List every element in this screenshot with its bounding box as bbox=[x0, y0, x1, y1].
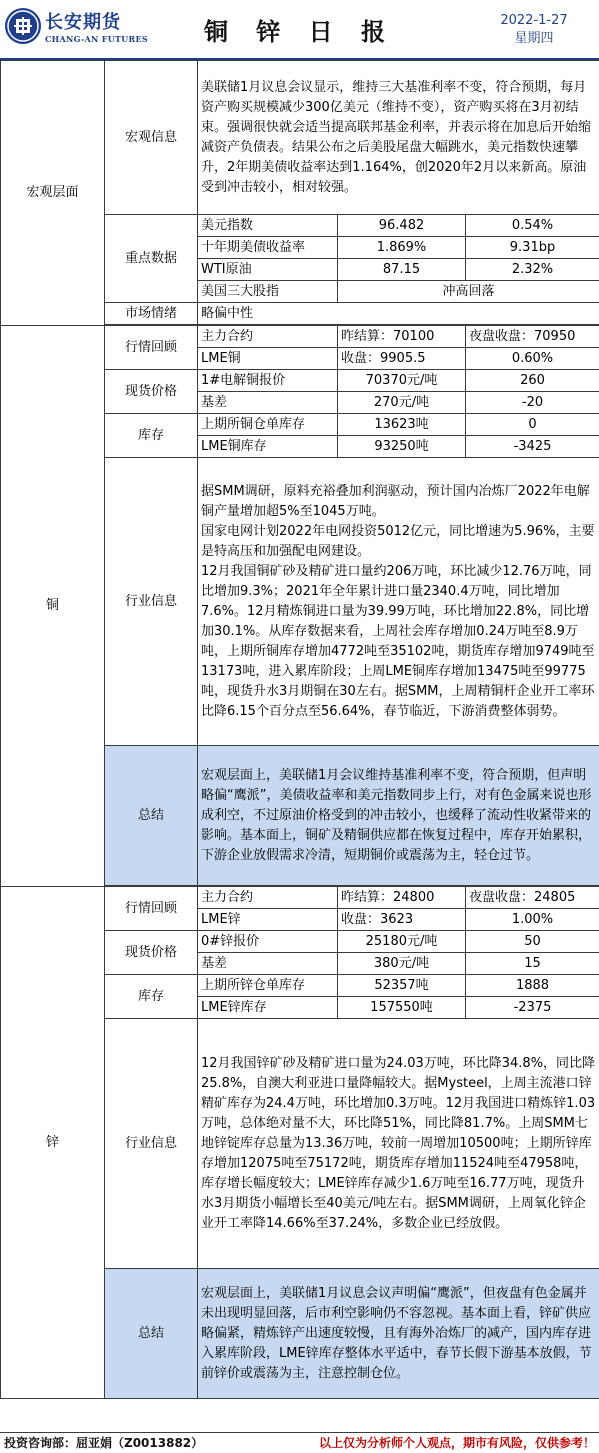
zinc-spot-change: 15 bbox=[466, 953, 599, 975]
company-name-en: CHANG-AN FUTURES bbox=[45, 34, 148, 44]
zinc-industry-text: 12月我国锌矿砂及精矿进口量为24.03万吨，环比降34.8%，同比降25.8%，自澳大利亚进口量降幅较大。据Mysteel，上周主流港口锌精矿库存为24.4万吨，环比增加0.3万吨。12月我国进口精炼锌1.03万吨，总体绝对量不大，环比降51%，同比降81.7%。上周SMM七地锌锭库存总量为13.36万吨，较前一周增加10500吨；上期所锌库存增加12075吨至75172吨，期货库存增加11524吨至47958吨，库存增长幅度较大；LME锌库存减少1.6万吨至16.77万吨，现货升水3月期货小幅增长至40美元/吨左右。据SMM调研，上周氧化锌企业开工率降14.66%至37.24%，多数企业已经放假。 bbox=[198, 1019, 599, 1269]
copper-review-label: 行情回顾 bbox=[105, 326, 198, 370]
us-stocks-value: 冲高回落 bbox=[338, 281, 599, 303]
copper-review-name: LME铜 bbox=[198, 348, 338, 370]
copper-spot-change: -20 bbox=[466, 392, 599, 414]
zinc-review-value: 收盘：3623 bbox=[338, 909, 466, 931]
consultant-info: 投资咨询部：屈亚娟（Z0013882） bbox=[4, 1436, 204, 1450]
copper-industry-text: 据SMM调研，原料充裕叠加利润驱动，预计国内冶炼厂2022年电解铜产量增加超5%至1045万吨。 国家电网计划2022年电网投资5012亿元，同比增速为5.96%，主要是特高压和加强配电网建设。 12月我国铜矿砂及精矿进口量约206万吨，环比减少12.76万吨，同比增加9.3%；2021年全年累计进口量2340.4万吨，同比增加7.6%。12月精炼铜进口量为39.99万吨，环比增加22.8%，同比增加30.1%。从库存数据来看，上周社会库存增加0.24万吨至8.9万吨，上期所铜库存增加4772吨至35102吨，期货库存增加9749吨至13173吨，进入累库阶段；上周LME铜库存增加13475吨至99775吨，现货升水3月期铜在30左右。据SMM，上周精铜杆企业开工率环比降6.15个百分点至56.64%，春节临近，下游消费整体弱势。 bbox=[198, 458, 599, 746]
sentiment-label: 市场情绪 bbox=[105, 303, 198, 325]
copper-stock-change: 0 bbox=[466, 414, 599, 436]
key-data-change: 9.31bp bbox=[466, 237, 599, 259]
zinc-spot-name: 基差 bbox=[198, 953, 338, 975]
zinc-summary-text: 宏观层面上，美联储1月议息会议声明偏“鹰派”，但夜盘有色金属并未出现明显回落，后市利空影响仍不容忽视。基本面上看，锌矿供应略偏紧，精炼锌产出速度较慢，且有海外冶炼厂的减产，国内库存进入累库阶段，LME锌库存整体水平适中，春节长假下游基本放假，节前锌价或震荡为主，注意控制仓位。 bbox=[198, 1269, 599, 1399]
copper-review-change: 夜盘收盘：70950 bbox=[466, 326, 599, 348]
copper-stock-name: 上期所铜仓单库存 bbox=[198, 414, 338, 436]
zinc-stock-label: 库存 bbox=[105, 975, 198, 1019]
report-title: 铜 锌 日 报 bbox=[203, 18, 396, 46]
key-data-value: 87.15 bbox=[338, 259, 466, 281]
zinc-review-name: 主力合约 bbox=[198, 887, 338, 909]
zinc-review-label: 行情回顾 bbox=[105, 887, 198, 931]
copper-spot-value: 270元/吨 bbox=[338, 392, 466, 414]
copper-review-value: 收盘：9905.5 bbox=[338, 348, 466, 370]
macro-info-text: 美联储1月议息会议显示，维持三大基准利率不变，符合预期，每月资产购买规模减少300亿美元（维持不变），资产购买将在3月初结束。强调很快就会适当提高联邦基金利率，并表示将在加息后开始缩减资产负债表。结果公布之后美股尾盘大幅跳水，美元指数快速攀升，2年期美债收益率达到1.164%，创2020年2月以来新高。原油受到冲击较小，相对较强。 bbox=[198, 61, 599, 215]
company-name-cn: 长安期货 bbox=[45, 12, 121, 33]
copper-stock-label: 库存 bbox=[105, 414, 198, 458]
report-date-block bbox=[489, 12, 579, 48]
copper-review-change: 0.60% bbox=[466, 348, 599, 370]
zinc-stock-change: -2375 bbox=[466, 997, 599, 1019]
report-footer bbox=[0, 1432, 599, 1453]
risk-disclaimer: 以上仅为分析师个人观点，期市有风险，仅供参考！ bbox=[318, 1436, 595, 1450]
copper-review-name: 主力合约 bbox=[198, 326, 338, 348]
section-copper: 铜 bbox=[1, 326, 105, 887]
macro-info-row bbox=[1, 61, 599, 215]
section-macro: 宏观层面 bbox=[1, 61, 105, 326]
zinc-review-change: 1.00% bbox=[466, 909, 599, 931]
copper-spot-value: 70370元/吨 bbox=[338, 370, 466, 392]
key-data-change: 0.54% bbox=[466, 215, 599, 237]
copper-spot-change: 260 bbox=[466, 370, 599, 392]
copper-summary-label: 总结 bbox=[105, 746, 198, 886]
zinc-review-value: 昨结算：24800 bbox=[338, 887, 466, 909]
zinc-stock-change: 1888 bbox=[466, 975, 599, 997]
us-stocks-name: 美国三大股指 bbox=[198, 281, 338, 303]
report-header bbox=[0, 0, 599, 60]
copper-stock-value: 13623吨 bbox=[338, 414, 466, 436]
zinc-review-row bbox=[1, 887, 599, 909]
key-data-name: WTI原油 bbox=[198, 259, 338, 281]
copper-industry-label: 行业信息 bbox=[105, 458, 198, 746]
copper-review-value: 昨结算：70100 bbox=[338, 326, 466, 348]
copper-stock-value: 93250吨 bbox=[338, 436, 466, 458]
report-table bbox=[0, 60, 599, 1399]
zinc-summary-label: 总结 bbox=[105, 1269, 198, 1399]
copper-spot-name: 1#电解铜报价 bbox=[198, 370, 338, 392]
zinc-stock-name: 上期所锌仓单库存 bbox=[198, 975, 338, 997]
zinc-spot-value: 25180元/吨 bbox=[338, 931, 466, 953]
zinc-stock-value: 52357吨 bbox=[338, 975, 466, 997]
zinc-spot-label: 现货价格 bbox=[105, 931, 198, 975]
copper-stock-name: LME铜库存 bbox=[198, 436, 338, 458]
copper-summary-text: 宏观层面上，美联储1月会议维持基准利率不变，符合预期，但声明略偏“鹰派”，美债收益率和美元指数同步上行，对有色金属来说也形成利空，不过原油价格受到的冲击较小，也缓释了流动性收紧带来的影响。基本面上，铜矿及精铜供应都在恢复过程中，库存开始累积，下游企业放假需求冷清，短期铜价或震荡为主，轻仓过节。 bbox=[198, 746, 599, 886]
section-zinc: 锌 bbox=[1, 887, 105, 1399]
copper-spot-label: 现货价格 bbox=[105, 370, 198, 414]
zinc-stock-name: LME锌库存 bbox=[198, 997, 338, 1019]
copper-stock-change: -3425 bbox=[466, 436, 599, 458]
zinc-review-change: 夜盘收盘：24805 bbox=[466, 887, 599, 909]
zinc-industry-label: 行业信息 bbox=[105, 1019, 198, 1269]
copper-spot-name: 基差 bbox=[198, 392, 338, 414]
copper-review-row bbox=[1, 326, 599, 348]
macro-info-label: 宏观信息 bbox=[105, 61, 198, 215]
zinc-spot-change: 50 bbox=[466, 931, 599, 953]
zinc-spot-name: 0#锌报价 bbox=[198, 931, 338, 953]
key-data-name: 美元指数 bbox=[198, 215, 338, 237]
zinc-review-name: LME锌 bbox=[198, 909, 338, 931]
zinc-spot-value: 380元/吨 bbox=[338, 953, 466, 975]
report-weekday: 星期四 bbox=[514, 31, 554, 46]
key-data-label: 重点数据 bbox=[105, 215, 198, 303]
zinc-stock-value: 157550吨 bbox=[338, 997, 466, 1019]
key-data-value: 96.482 bbox=[338, 215, 466, 237]
key-data-change: 2.32% bbox=[466, 259, 599, 281]
key-data-name: 十年期美债收益率 bbox=[198, 237, 338, 259]
key-data-value: 1.869% bbox=[338, 237, 466, 259]
sentiment-value: 略偏中性 bbox=[198, 303, 599, 325]
report-date: 2022-1-27 bbox=[500, 13, 568, 28]
